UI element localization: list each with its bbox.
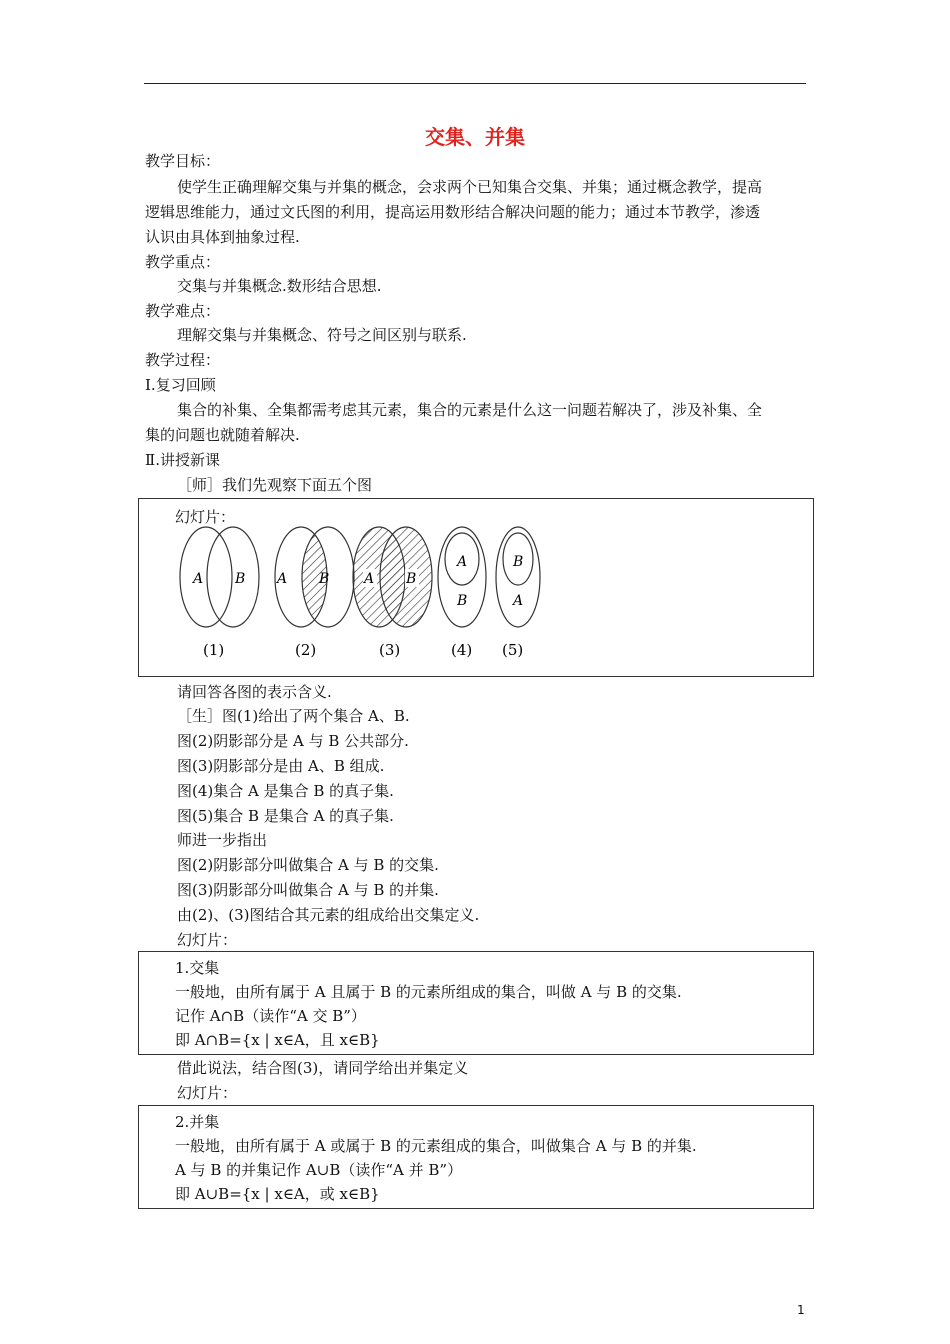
- venn-figure-1: [180, 527, 259, 627]
- after-figure-line-5: 图(4)集合 A 是集合 B 的真子集.: [177, 782, 394, 800]
- union-title: 2.并集: [175, 1113, 220, 1131]
- section1-line-1: 集合的补集、全集都需考虑其元素，集合的元素是什么这一问题若解决了，涉及补集、全: [177, 401, 763, 419]
- process-heading: 教学过程：: [145, 351, 221, 369]
- caption-2: (2): [295, 641, 317, 659]
- fig4-label-a: A: [457, 554, 468, 570]
- intersection-title: 1.交集: [175, 959, 220, 977]
- after-figure-line-7: 师进一步指出: [177, 831, 268, 849]
- page-number: 1: [797, 1303, 805, 1317]
- caption-4: (4): [451, 641, 473, 659]
- venn-figure-3: [353, 527, 432, 627]
- fig3-label-b: B: [406, 571, 417, 587]
- fig4-label-b: B: [457, 593, 468, 609]
- fig3-label-a: A: [364, 571, 375, 587]
- intersection-formula: 即 A∩B={x | x∈A，且 x∈B}: [175, 1031, 380, 1049]
- after-figure-line-10: 由(2)、(3)图结合其元素的组成给出交集定义.: [177, 906, 480, 924]
- fig2-label-a: A: [277, 571, 288, 587]
- figure-slide-box: [138, 498, 814, 677]
- after-figure-line-6: 图(5)集合 B 是集合 A 的真子集.: [177, 807, 394, 825]
- venn-figure-5: [496, 527, 540, 627]
- after-figure-line-2: ［生］图(1)给出了两个集合 A、B.: [177, 707, 410, 725]
- fig2-label-b: B: [319, 571, 330, 587]
- fig5-label-b: B: [513, 554, 524, 570]
- key-heading: 教学重点：: [145, 253, 221, 271]
- page-title: 交集、并集: [425, 125, 525, 149]
- between-line-2: 幻灯片：: [177, 1084, 238, 1102]
- after-figure-line-3: 图(2)阴影部分是 A 与 B 公共部分.: [177, 732, 409, 750]
- fig1-label-a: A: [193, 571, 204, 587]
- after-figure-line-1: 请回答各图的表示含义.: [177, 683, 332, 701]
- section1-line-2: 集的问题也就随着解决.: [145, 426, 300, 444]
- header-rule: [144, 83, 806, 84]
- intersection-notation: 记作 A∩B（读作“A 交 B”）: [175, 1007, 366, 1025]
- objectives-line-1: 使学生正确理解交集与并集的概念，会求两个已知集合交集、并集；通过概念教学，提高: [177, 178, 763, 196]
- teacher-line: ［师］我们先观察下面五个图: [177, 476, 373, 494]
- venn-figures: [139, 499, 813, 676]
- after-figure-line-11: 幻灯片：: [177, 931, 238, 949]
- intersection-definition: 一般地，由所有属于 A 且属于 B 的元素所组成的集合，叫做 A 与 B 的交集.: [175, 983, 682, 1001]
- union-formula: 即 A∪B={x | x∈A，或 x∈B}: [175, 1185, 380, 1203]
- venn-figure-4: [438, 527, 486, 627]
- key-text: 交集与并集概念.数形结合思想.: [177, 277, 382, 295]
- caption-5: (5): [502, 641, 524, 659]
- venn-figure-2: [275, 527, 354, 627]
- union-definition-box: [138, 1105, 814, 1209]
- fig5-label-a: A: [513, 593, 524, 609]
- slide-label: 幻灯片：: [175, 508, 236, 526]
- union-definition: 一般地，由所有属于 A 或属于 B 的元素组成的集合，叫做集合 A 与 B 的并集.: [175, 1137, 697, 1155]
- fig1-label-b: B: [235, 571, 246, 587]
- after-figure-line-8: 图(2)阴影部分叫做集合 A 与 B 的交集.: [177, 856, 439, 874]
- between-line-1: 借此说法，结合图(3)，请同学给出并集定义: [177, 1059, 469, 1077]
- difficult-heading: 教学难点：: [145, 302, 221, 320]
- objectives-line-2: 逻辑思维能力，通过文氏图的利用，提高运用数形结合解决问题的能力；通过本节教学，渗透: [145, 203, 761, 221]
- after-figure-line-9: 图(3)阴影部分叫做集合 A 与 B 的并集.: [177, 881, 439, 899]
- difficult-text: 理解交集与并集概念、符号之间区别与联系.: [177, 326, 467, 344]
- caption-3: (3): [379, 641, 401, 659]
- objectives-heading: 教学目标：: [145, 152, 221, 170]
- intersection-definition-box: [138, 951, 814, 1055]
- section2-heading: Ⅱ.讲授新课: [145, 451, 220, 469]
- section1-heading: Ⅰ.复习回顾: [145, 376, 216, 394]
- union-notation: A 与 B 的并集记作 A∪B（读作“A 并 B”）: [175, 1161, 463, 1179]
- after-figure-line-4: 图(3)阴影部分是由 A、B 组成.: [177, 757, 385, 775]
- objectives-line-3: 认识由具体到抽象过程.: [145, 228, 300, 246]
- caption-1: (1): [203, 641, 225, 659]
